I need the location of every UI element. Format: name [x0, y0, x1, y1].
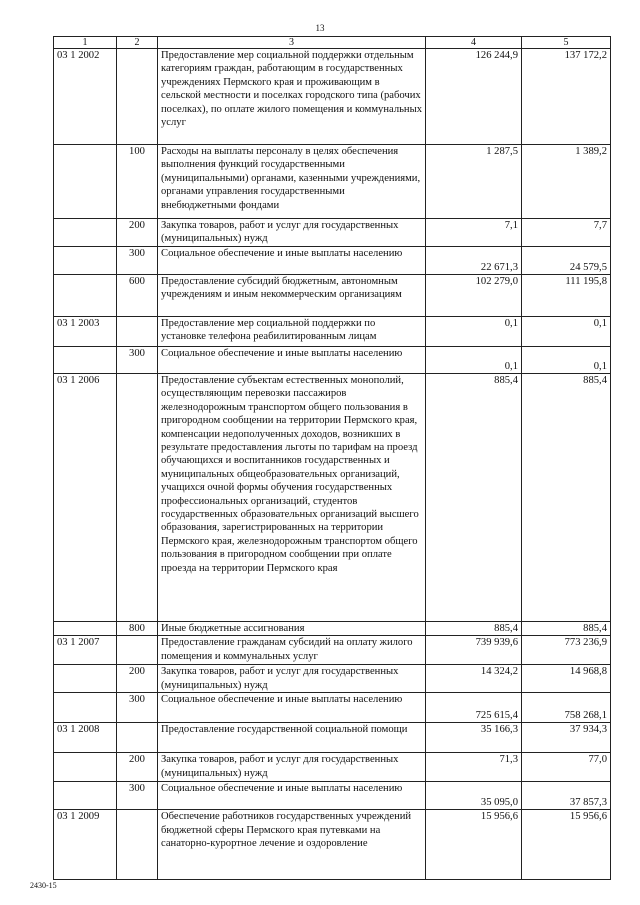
table-header-row [54, 37, 611, 49]
kind-cell: 600 [117, 275, 158, 317]
value-cell-year2: 885,4 [522, 622, 611, 636]
value-cell-year1: 15 956,6 [426, 810, 522, 880]
kind-cell [117, 374, 158, 622]
table-row [54, 636, 611, 665]
value-cell-year2: 37 934,3 [522, 723, 611, 753]
table-row [54, 753, 611, 782]
budget-table [53, 36, 611, 880]
code-cell [54, 782, 117, 810]
code-cell: 03 1 2007 [54, 636, 117, 665]
value-cell-year2: 111 195,8 [522, 275, 611, 317]
kind-cell [117, 723, 158, 753]
table-row [54, 810, 611, 880]
value-cell-year2: 0,1 [522, 317, 611, 347]
value-cell-year2: 773 236,9 [522, 636, 611, 665]
value-cell-year1: 0,1 [426, 317, 522, 347]
table-row [54, 247, 611, 275]
header-cell: 2 [117, 37, 158, 49]
table-row [54, 693, 611, 723]
kind-cell: 200 [117, 665, 158, 693]
code-cell [54, 665, 117, 693]
name-cell: Предоставление мер социальной поддержки по установке телефона реабилитированным лицам [158, 317, 426, 347]
table-row [54, 374, 611, 622]
name-cell: Социальное обеспечение и иные выплаты населению [158, 347, 426, 374]
table-row [54, 49, 611, 145]
value-cell-year2: 0,1 [522, 347, 611, 374]
kind-cell: 200 [117, 219, 158, 247]
table-row [54, 723, 611, 753]
page-number: 13 [315, 23, 325, 33]
name-cell: Иные бюджетные ассигнования [158, 622, 426, 636]
kind-cell: 200 [117, 753, 158, 782]
value-cell-year2: 885,4 [522, 374, 611, 622]
header-cell: 1 [54, 37, 117, 49]
kind-cell: 100 [117, 145, 158, 219]
value-cell-year2: 77,0 [522, 753, 611, 782]
table-row [54, 622, 611, 636]
value-cell-year1: 885,4 [426, 622, 522, 636]
header-cell: 3 [158, 37, 426, 49]
name-cell: Социальное обеспечение и иные выплаты населению [158, 247, 426, 275]
code-cell [54, 753, 117, 782]
kind-cell [117, 49, 158, 145]
value-cell-year2: 758 268,1 [522, 693, 611, 723]
value-cell-year1: 14 324,2 [426, 665, 522, 693]
code-cell [54, 275, 117, 317]
name-cell: Предоставление мер социальной поддержки отдельным категориям граждан, работающим в государственных учреждениях Пермского края и проживающим в сельской местности и поселках городского типа (рабочих поселках), по оплате жилого помещения и коммунальных услуг [158, 49, 426, 145]
name-cell: Закупка товаров, работ и услуг для государственных (муниципальных) нужд [158, 665, 426, 693]
value-cell-year1: 725 615,4 [426, 693, 522, 723]
value-cell-year2: 1 389,2 [522, 145, 611, 219]
table-row [54, 317, 611, 347]
code-cell [54, 347, 117, 374]
kind-cell [117, 810, 158, 880]
code-cell [54, 693, 117, 723]
table-row [54, 145, 611, 219]
value-cell-year2: 7,7 [522, 219, 611, 247]
value-cell-year2: 37 857,3 [522, 782, 611, 810]
table-row [54, 665, 611, 693]
name-cell: Предоставление субъектам естественных монополий, осуществляющим перевозки пассажиров железнодорожным транспортом общего пользования в пригородном сообщении на территории Пермского края, компенсации недополученных доходов, возникших в результате предоставления льготы по тарифам на проезд обучающихся и воспитанников государственных и муниципальных общеобразовательных организаций, учащихся очной формы обучения государственных профессиональных организаций, студентов государственных образовательных организаций высшего образования, зарегистрированных на территории Пермского края, железнодорожным транспортом общего пользования в пригородном сообщении при оплате проезда на территории Пермского края [158, 374, 426, 622]
kind-cell [117, 317, 158, 347]
kind-cell: 800 [117, 622, 158, 636]
code-cell: 03 1 2003 [54, 317, 117, 347]
name-cell: Закупка товаров, работ и услуг для государственных (муниципальных) нужд [158, 219, 426, 247]
code-cell: 03 1 2008 [54, 723, 117, 753]
header-cell: 5 [522, 37, 611, 49]
value-cell-year1: 885,4 [426, 374, 522, 622]
kind-cell: 300 [117, 247, 158, 275]
code-cell [54, 622, 117, 636]
table-row [54, 275, 611, 317]
value-cell-year1: 739 939,6 [426, 636, 522, 665]
kind-cell [117, 636, 158, 665]
table-row [54, 347, 611, 374]
value-cell-year1: 126 244,9 [426, 49, 522, 145]
value-cell-year2: 137 172,2 [522, 49, 611, 145]
name-cell: Закупка товаров, работ и услуг для государственных (муниципальных) нужд [158, 753, 426, 782]
code-cell [54, 145, 117, 219]
value-cell-year1: 22 671,3 [426, 247, 522, 275]
name-cell: Предоставление государственной социальной помощи [158, 723, 426, 753]
value-cell-year1: 35 095,0 [426, 782, 522, 810]
value-cell-year1: 0,1 [426, 347, 522, 374]
value-cell-year1: 35 166,3 [426, 723, 522, 753]
kind-cell: 300 [117, 347, 158, 374]
kind-cell: 300 [117, 782, 158, 810]
value-cell-year2: 15 956,6 [522, 810, 611, 880]
value-cell-year2: 24 579,5 [522, 247, 611, 275]
name-cell: Социальное обеспечение и иные выплаты населению [158, 782, 426, 810]
header-cell: 4 [426, 37, 522, 49]
table-row [54, 219, 611, 247]
name-cell: Социальное обеспечение и иные выплаты населению [158, 693, 426, 723]
kind-cell: 300 [117, 693, 158, 723]
code-cell [54, 219, 117, 247]
name-cell: Обеспечение работников государственных учреждений бюджетной сферы Пермского края путевками на санаторно-курортное лечение и оздоровление [158, 810, 426, 880]
code-cell: 03 1 2006 [54, 374, 117, 622]
value-cell-year1: 71,3 [426, 753, 522, 782]
name-cell: Предоставление гражданам субсидий на оплату жилого помещения и коммунальных услуг [158, 636, 426, 665]
name-cell: Предоставление субсидий бюджетным, автономным учреждениям и иным некоммерческим организациям [158, 275, 426, 317]
value-cell-year2: 14 968,8 [522, 665, 611, 693]
code-cell: 03 1 2002 [54, 49, 117, 145]
value-cell-year1: 1 287,5 [426, 145, 522, 219]
value-cell-year1: 7,1 [426, 219, 522, 247]
value-cell-year1: 102 279,0 [426, 275, 522, 317]
name-cell: Расходы на выплаты персоналу в целях обеспечения выполнения функций государственными (муниципальными) органами, казенными учреждениями, органами управления государственными внебюджетными фондами [158, 145, 426, 219]
document-footer-code: 2430-15 [30, 881, 57, 890]
code-cell [54, 247, 117, 275]
code-cell: 03 1 2009 [54, 810, 117, 880]
table-row [54, 782, 611, 810]
